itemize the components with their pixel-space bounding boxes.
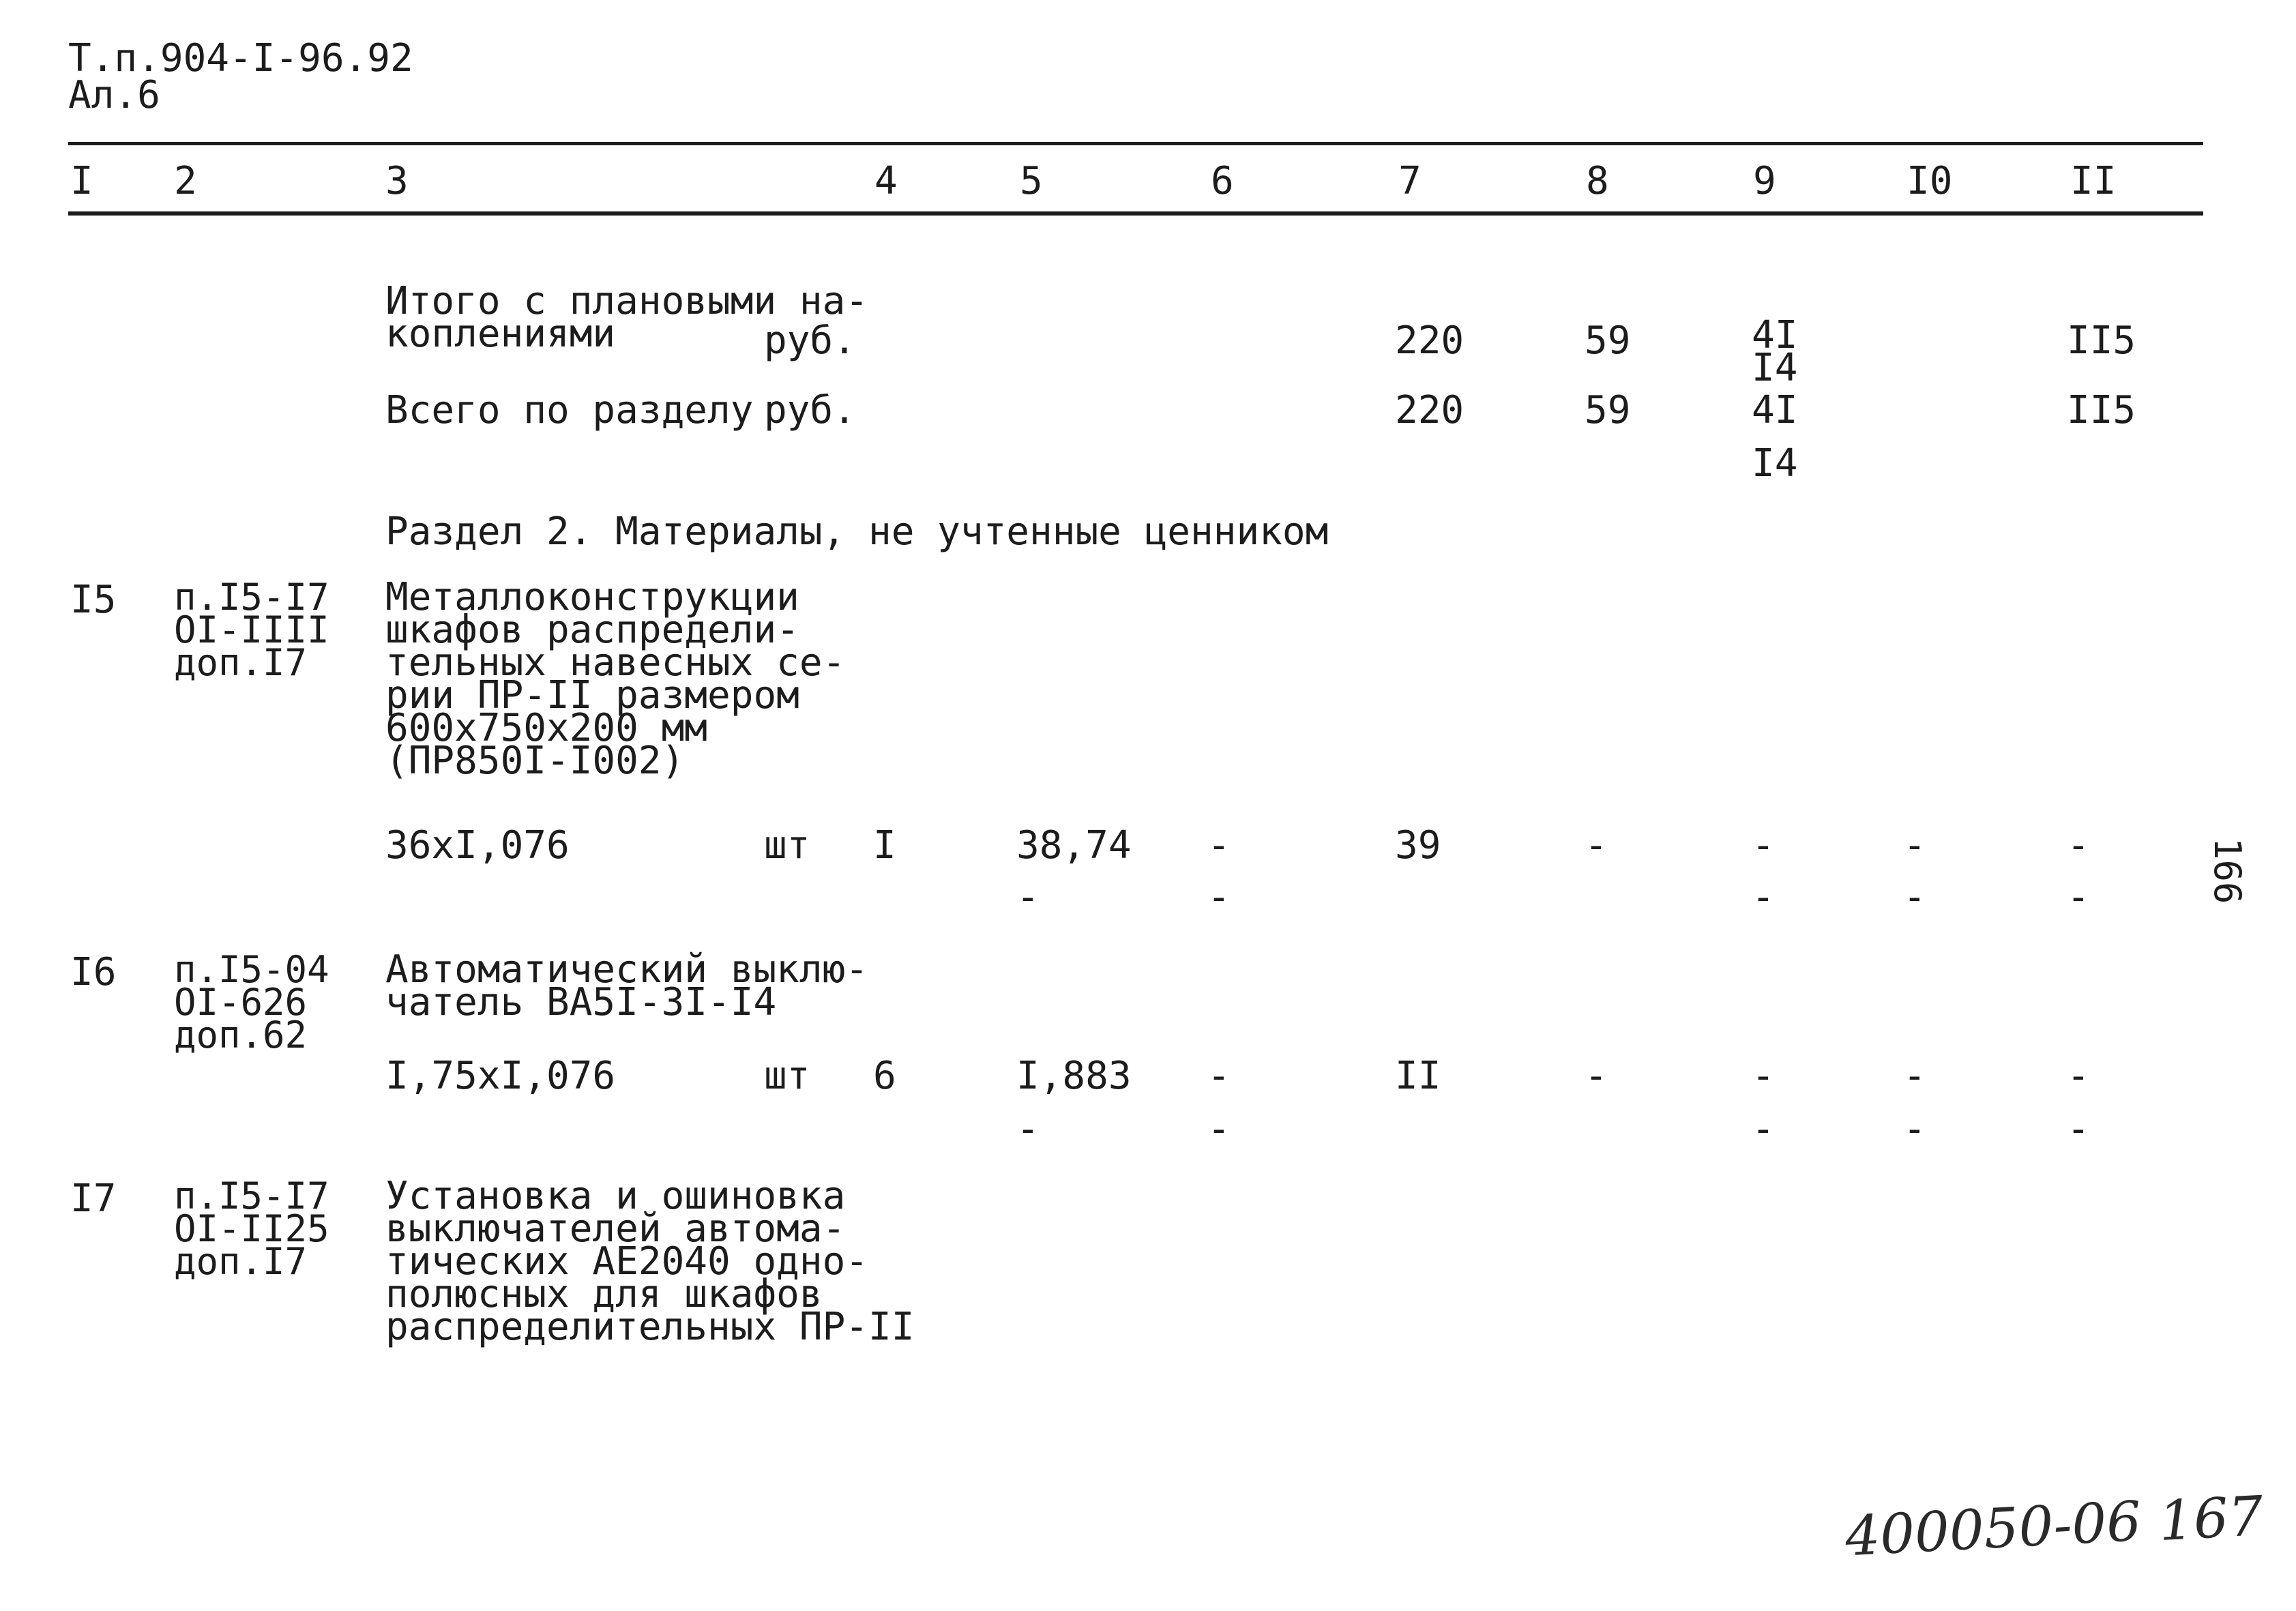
totals-planned-col8: 59 [1585, 319, 1631, 363]
column-header-1: I [70, 159, 93, 203]
item-16-number: I6 [70, 950, 117, 994]
totals-planned-col9: 4I I4 [1752, 313, 1798, 390]
item-16-row2-col5: - [1016, 1107, 1040, 1151]
footer-handwritten-page: 167 [2157, 1484, 2265, 1553]
document-code: Т.п.904-I-96.92 [68, 36, 413, 80]
header-top-rule [68, 142, 2203, 145]
section-title: Раздел 2. Материалы, не учтенные ценником [385, 509, 1329, 554]
item-15-col11: - [2067, 823, 2090, 868]
item-16-col5: I,883 [1016, 1054, 1132, 1098]
column-header-8: 8 [1586, 159, 1609, 203]
item-15-row2-col9: - [1752, 875, 1775, 919]
column-header-10: I0 [1907, 159, 1953, 203]
item-15-col9: - [1752, 823, 1775, 868]
totals-section-col11: II5 [2067, 388, 2136, 432]
totals-unit-section: руб. [764, 388, 856, 432]
sheet-label: Ал.6 [68, 73, 160, 117]
column-header-5: 5 [1020, 159, 1043, 203]
totals-planned-col11: II5 [2067, 319, 2136, 363]
column-header-2: 2 [174, 159, 197, 203]
item-15-row2-col11: - [2067, 875, 2090, 919]
item-16-formula: I,75хI,076 [385, 1054, 616, 1098]
item-15-description: Металлоконструкции шкафов распредели- тельных навесных се- рии ПР-II размером 600х750х200 мм (ПР850I-I002) [385, 575, 846, 783]
item-16-row2-col9: - [1752, 1107, 1775, 1151]
item-16-row2-col10: - [1903, 1107, 1926, 1151]
footer-handwritten-code: 400050-06 [1843, 1489, 2143, 1569]
column-header-4: 4 [874, 159, 898, 203]
item-15-col6: - [1207, 823, 1231, 868]
item-15-col8: - [1585, 823, 1608, 868]
item-15-row2-col10: - [1903, 875, 1926, 919]
item-15-row2-col6: - [1207, 875, 1231, 919]
totals-section-col9-line1: 4I [1752, 388, 1798, 432]
item-15-col10: - [1903, 823, 1926, 868]
item-16-unit: шт [764, 1054, 810, 1098]
item-16-col9: - [1752, 1054, 1775, 1098]
item-15-formula: 36хI,076 [385, 823, 570, 868]
item-16-col4: 6 [873, 1054, 896, 1098]
item-16-row2-col11: - [2067, 1107, 2090, 1151]
column-header-11: II [2070, 159, 2117, 203]
header-bottom-rule [68, 211, 2203, 216]
item-15-col4: I [873, 823, 896, 868]
item-17-description: Установка и ошиновка выключателей автома- тических АЕ2040 одно- полюсных для шкафов распределительных ПР-II [385, 1174, 915, 1349]
totals-section-col8: 59 [1585, 388, 1631, 432]
item-16-description: Автоматический выклю- чатель ВА5I-3I-I4 [385, 947, 869, 1024]
item-17-reference: п.I5-I7 ОI-II25 доп.I7 [174, 1174, 329, 1283]
totals-section-col7: 220 [1395, 388, 1465, 432]
item-16-col6: - [1207, 1054, 1231, 1098]
item-15-col5: 38,74 [1016, 823, 1132, 868]
totals-label-planned: Итого с плановыми на- коплениями [385, 279, 869, 356]
item-15-reference: п.I5-I7 ОI-IIII доп.I7 [174, 576, 329, 684]
item-15-col7: 39 [1395, 823, 1441, 868]
totals-label-section: Всего по разделу [385, 388, 754, 432]
item-17-number: I7 [70, 1177, 117, 1221]
item-15-unit: шт [764, 823, 810, 868]
column-header-6: 6 [1211, 159, 1234, 203]
item-16-col11: - [2067, 1054, 2090, 1098]
item-16-reference: п.I5-04 ОI-626 доп.62 [174, 948, 329, 1056]
item-16-col7: II [1395, 1054, 1441, 1098]
column-header-7: 7 [1398, 159, 1422, 203]
item-16-col10: - [1903, 1054, 1926, 1098]
totals-planned-col7: 220 [1395, 319, 1465, 363]
totals-section-col9-line2: I4 [1752, 441, 1798, 486]
column-header-9: 9 [1753, 159, 1776, 203]
side-page-number: 166 [2206, 838, 2249, 904]
totals-unit-planned: руб. [764, 319, 856, 363]
item-16-col8: - [1585, 1054, 1608, 1098]
column-header-3: 3 [385, 159, 409, 203]
item-16-row2-col6: - [1207, 1107, 1231, 1151]
item-15-number: I5 [70, 578, 117, 622]
item-15-row2-col5: - [1016, 875, 1040, 919]
